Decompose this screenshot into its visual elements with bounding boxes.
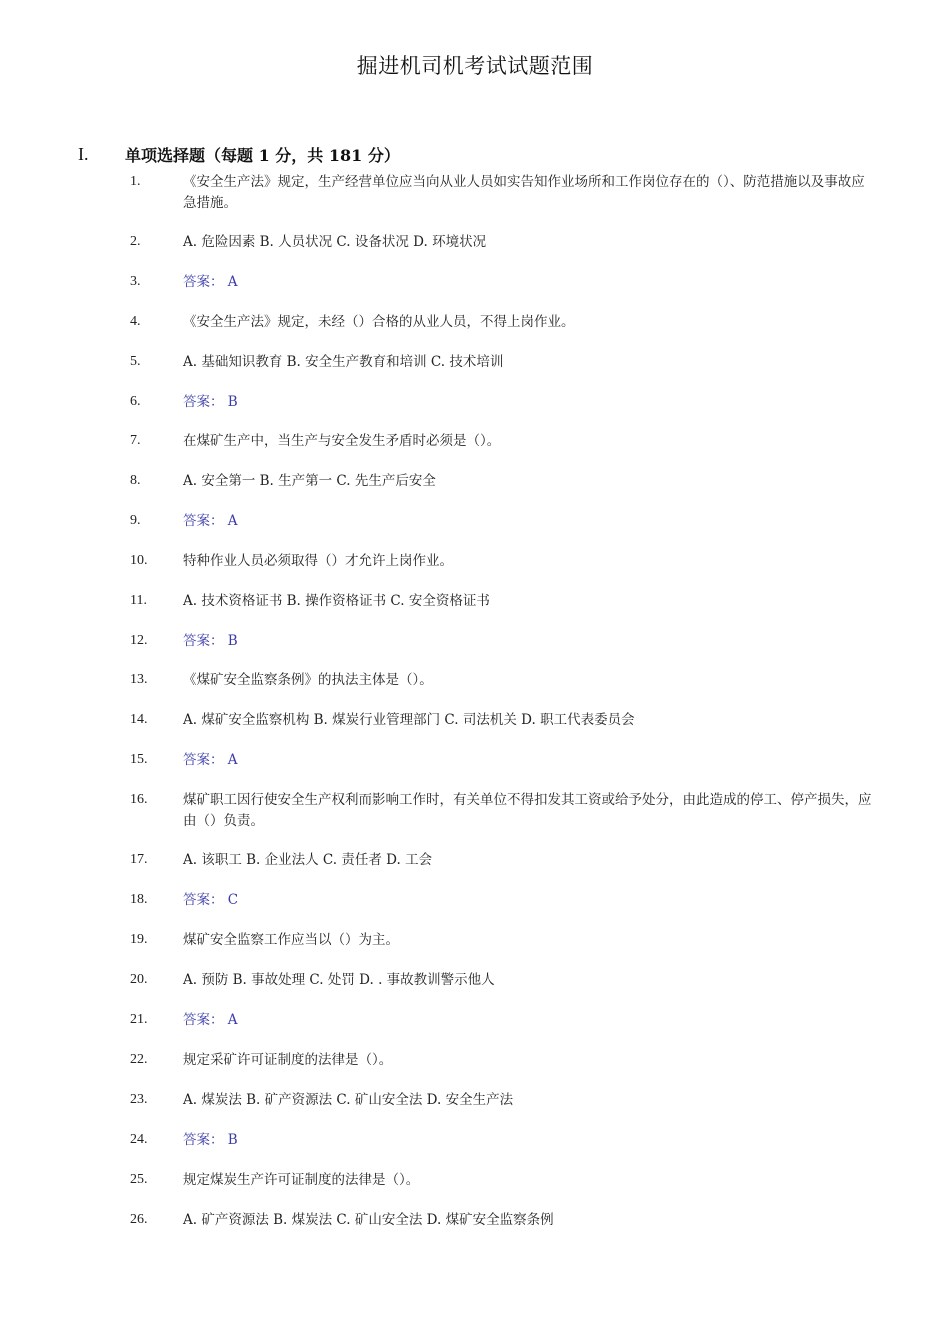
item-number: 21.	[130, 1012, 148, 1027]
item-text: 答案： A	[183, 752, 238, 768]
section-number: I.	[78, 144, 89, 164]
item-number: 1.	[130, 174, 141, 189]
item-number: 2.	[130, 234, 141, 249]
item-number: 14.	[130, 712, 148, 727]
item-number: 19.	[130, 932, 148, 947]
page-title: 掘进机司机考试试题范围	[356, 54, 594, 78]
item-number: 15.	[130, 752, 148, 767]
item-number: 13.	[130, 672, 148, 687]
item-number: 4.	[130, 314, 141, 329]
item-number: 3.	[130, 274, 141, 289]
item-text: 规定采矿许可证制度的法律是（）。	[183, 1052, 393, 1068]
item-number: 23.	[130, 1092, 148, 1107]
item-text: A. 基础知识教育 B. 安全生产教育和培训 C. 技术培训	[183, 354, 504, 370]
item-text: 《煤矿安全监察条例》的执法主体是（）。	[183, 672, 433, 688]
section-title: 单项选择题（每题 1 分，共 181 分）	[125, 146, 400, 165]
item-number: 7.	[130, 433, 141, 448]
item-text: 答案： B	[183, 1132, 238, 1148]
item-text: A. 煤炭法 B. 矿产资源法 C. 矿山安全法 D. 安全生产法	[183, 1092, 514, 1108]
item-text: A. 技术资格证书 B. 操作资格证书 C. 安全资格证书	[183, 593, 490, 609]
item-number: 17.	[130, 852, 148, 867]
item-text: A. 煤矿安全监察机构 B. 煤炭行业管理部门 C. 司法机关 D. 职工代表委员会	[183, 712, 635, 728]
item-text: 答案： B	[183, 394, 238, 410]
item-text: 《安全生产法》规定，未经（）合格的从业人员，不得上岗作业。	[183, 314, 575, 330]
item-text: A. 矿产资源法 B. 煤炭法 C. 矿山安全法 D. 煤矿安全监察条例	[183, 1212, 554, 1228]
item-text: 煤矿安全监察工作应当以（）为主。	[183, 932, 399, 948]
item-text: 特种作业人员必须取得（）才允许上岗作业。	[183, 553, 453, 569]
item-number: 12.	[130, 633, 148, 648]
item-number: 5.	[130, 354, 141, 369]
item-text: A. 危险因素 B. 人员状况 C. 设备状况 D. 环境状况	[183, 234, 487, 250]
item-text: 规定煤炭生产许可证制度的法律是（）。	[183, 1172, 420, 1188]
item-number: 8.	[130, 473, 141, 488]
item-text: 答案： B	[183, 633, 238, 649]
item-number: 25.	[130, 1172, 148, 1187]
item-text: 答案： C	[183, 892, 239, 908]
item-number: 26.	[130, 1212, 148, 1227]
item-number: 20.	[130, 972, 148, 987]
item-number: 6.	[130, 394, 141, 409]
item-text: 《安全生产法》规定，生产经营单位应当向从业人员如实告知作业场所和工作岗位存在的（）、防范措施以及事故应急措施。	[183, 174, 865, 211]
item-text: A. 预防 B. 事故处理 C. 处罚 D. . 事故教训警示他人	[183, 972, 495, 988]
item-text: A. 安全第一 B. 生产第一 C. 先生产后安全	[183, 473, 436, 489]
item-text: 答案： A	[183, 513, 238, 529]
item-text: 答案： A	[183, 1012, 238, 1028]
item-number: 11.	[130, 593, 147, 608]
item-number: 22.	[130, 1052, 148, 1067]
item-number: 9.	[130, 513, 141, 528]
item-text: 在煤矿生产中，当生产与安全发生矛盾时必须是（）。	[183, 433, 501, 449]
item-number: 18.	[130, 892, 148, 907]
item-text: 答案： A	[183, 274, 238, 290]
item-number: 16.	[130, 792, 148, 807]
item-text: 煤矿职工因行使安全生产权利而影响工作时，有关单位不得扣发其工资或给予处分，由此造成的停工、停产损失，应由（）负责。	[183, 792, 872, 829]
item-text: A. 该职工 B. 企业法人 C. 责任者 D. 工会	[183, 852, 433, 868]
item-number: 10.	[130, 553, 148, 568]
item-number: 24.	[130, 1132, 148, 1147]
